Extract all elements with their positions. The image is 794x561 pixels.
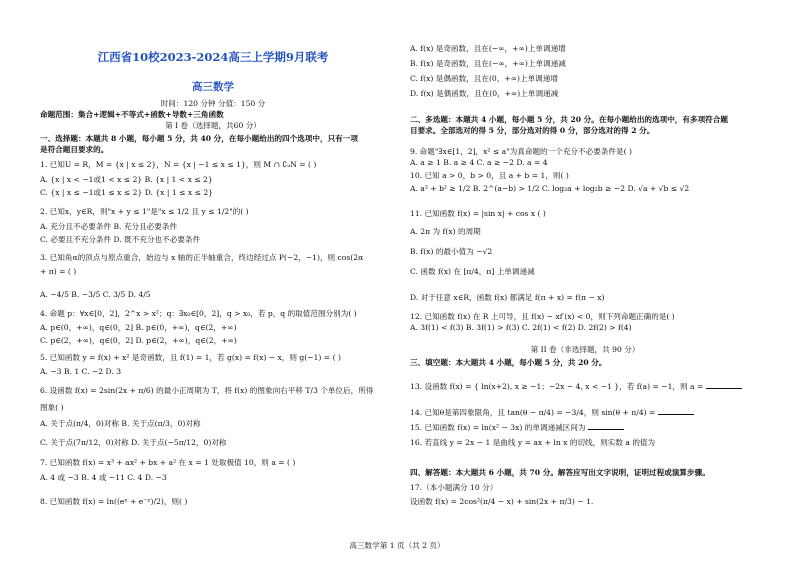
line-text: 11. 已知函数 f(x) = |sin x| + cos x ( ): [410, 209, 546, 218]
line-text: B. f(x) 是奇函数，且在(−∞，+∞)上单调递减: [410, 59, 566, 68]
line-text: 5. 已知函数 y = f(x) + x² 是奇函数，且 f(1) = 1，若 g(x) = f(x) − x，则 g(−1) = ( ): [40, 353, 341, 362]
line-text: 8. 已知函数 f(x) = ln((eˣ + e⁻ˣ)/2)，则( ): [40, 497, 188, 506]
line-text: 第 I 卷（选择题，共60 分）: [165, 121, 261, 130]
line-text: A. a² + b² ≥ 1/2 B. 2^(a−b) > 1/2 C. log₂a + log₂b ≥ −2 D. √a + √b ≤ √2: [410, 184, 690, 193]
right-line: [410, 437, 655, 448]
line-text: 2. 已知x，y∈R，则"x + y ≤ 1"是"x ≤ 1/2 且 y ≤ 1/2"的( ): [40, 207, 249, 216]
line-text: C. 关于点(7π/12，0)对称 D. 关于点(−5π/12，0)对称: [40, 438, 227, 447]
line-text: 三、填空题：本大题共 4 小题，每小题 5 分，共 20 分。: [410, 358, 607, 367]
left-line: [40, 206, 249, 217]
left-line: [40, 289, 151, 300]
right-line: [410, 322, 632, 333]
right-line: [410, 226, 481, 237]
left-line: [40, 221, 177, 232]
right-line: [410, 292, 604, 303]
right-line: [410, 183, 689, 194]
line-text: C. f(x) 是偶函数，且在(0，+∞)上单调递增: [410, 74, 558, 83]
left-line: [40, 366, 121, 377]
page-footer: 高三数学第 1 页（共 2 页）: [349, 541, 445, 550]
line-text: 9. 命题"∃x∈[1，2]，x² ≤ a"为真命题的一个充分不必要条件是( ): [410, 147, 632, 156]
right-line: [410, 266, 535, 277]
line-text: D. f(x) 是偶函数，且在(0，+∞)上单调递减: [410, 89, 559, 98]
right-line: [410, 496, 593, 507]
line-text: A. 4 或 −3 B. 4 或 −11 C. 4 D. −3: [40, 473, 167, 482]
left-line: [40, 266, 76, 277]
left-line: [40, 472, 167, 483]
left-line: [40, 335, 237, 346]
right-line: [410, 43, 566, 54]
right-line: [410, 125, 654, 136]
line-text: 是符合题目要求的。: [40, 145, 109, 154]
left-line: [40, 437, 227, 448]
line-text: A. p∈(0，+∞)，q∈(0，2] B. p∈(0，+∞)，q∈(2，+∞): [40, 323, 237, 332]
left-line: [40, 120, 386, 131]
line-text: 一、选择题：本题共 8 小题，每小题 5 分，共 40 分，在每小题给出的四个选项中，只有一项: [40, 134, 358, 143]
left-line: [40, 402, 64, 413]
line-text: 设函数 f(x) = 2cos²(π/4 − x) + sin(2x + π/3) − 1.: [410, 497, 594, 506]
right-line: [410, 157, 548, 168]
line-text: 10. 已知 a > 0，b > 0，且 a + b = 1，则( ): [410, 171, 569, 180]
right-line: [410, 344, 760, 355]
left-line: [40, 352, 341, 363]
left-line: [40, 109, 224, 120]
left-line: [40, 159, 316, 170]
line-text: C. {x | x ≤ −1或1 ≤ x ≤ 2} D. {x | 1 ≤ x ≤ 2}: [40, 188, 214, 197]
left-line: [40, 496, 187, 507]
line-text: A. a ≥ 1 B. a ≥ 4 C. a ≥ −2 D. a = 4: [410, 158, 548, 167]
right-line: [410, 311, 675, 322]
left-line: [40, 322, 237, 333]
line-text: 6. 设函数 f(x) = 2sin(2x + π/6) 的最小正周期为 T，将 f(x) 的图象向右平移 T/3 个单位后，所得: [40, 386, 374, 395]
line-text: C. p∈(2，+∞)，q∈(0，2] D. p∈(2，+∞)，q∈(2，+∞): [40, 336, 237, 345]
left-line: [40, 385, 373, 396]
line-text: D. 对于任意 x∈R，函数 f(x) 都满足 f(π + x) = f(π − x): [410, 293, 605, 302]
answer-blank[interactable]: [658, 406, 694, 415]
left-line: [40, 133, 358, 144]
line-text: 第 II 卷（非选择题，共 90 分）: [530, 345, 640, 354]
line-text: C. 函数 f(x) 在 [π/4，π] 上单调递减: [410, 267, 535, 276]
left-line: [40, 174, 213, 185]
right-line: [410, 482, 497, 493]
left-line: [40, 187, 213, 198]
line-text: A. −4/5 B. −3/5 C. 3/5 D. 4/5: [40, 290, 151, 299]
line-text: 12. 已知函数 f(x) 在 R 上可导，且 f(x) − xf′(x) < 0，则下列命题正确的是( ): [410, 312, 675, 321]
line-text: 15. 已知函数 f(x) = ln(x² − 3x) 的单调递减区间为: [410, 423, 588, 432]
line-text: 江西省10校2023-2024高三上学期9月联考: [97, 50, 329, 64]
line-text: A. f(x) 是奇函数，且在(−∞，+∞)上单调递增: [410, 44, 566, 53]
line-text: B. f(x) 的最小值为 −√2: [410, 247, 493, 256]
right-line: [410, 380, 742, 392]
line-text: 图象( ): [40, 403, 64, 412]
left-line: [40, 418, 201, 429]
left-line: [40, 144, 108, 155]
line-text: 二、多选题：本题共 4 小题，每小题 5 分，共 20 分。在每小题给出的选项中，有多项符合题: [410, 115, 728, 124]
line-text: 14. 已知θ是第四象限角，且 tan(θ − π/4) = −3/4，则 sin(θ + π/4) =: [410, 408, 658, 417]
right-line: [410, 58, 566, 69]
right-line: [410, 73, 558, 84]
left-line: [40, 52, 386, 63]
line-text: 命题范围：集合+逻辑+不等式+函数+导数+三角函数: [40, 110, 224, 119]
line-text: 时间：120 分钟 分值：150 分: [160, 99, 266, 108]
right-line: [410, 406, 694, 418]
line-text: A. 关于点(π/4，0)对称 B. 关于点(π/3，0)对称: [40, 419, 201, 428]
line-text: 四、解答题：本大题共 6 小题，共 70 分。解答应写出文字说明，证明过程或演算步骤。: [410, 468, 710, 477]
line-text: A. 2π 为 f(x) 的周期: [410, 227, 481, 236]
line-text: 高三数学: [192, 81, 234, 93]
left-line: [40, 457, 295, 468]
line-text: A. {x | x < −1或1 < x ≤ 2} B. {x | 1 < x ≤ 2}: [40, 175, 213, 184]
right-line: [410, 421, 624, 433]
line-text: 7. 已知函数 f(x) = x³ + ax² + bx + a² 在 x = 1 处取极值 10，则 a = ( ): [40, 458, 296, 467]
right-line: [410, 208, 546, 219]
line-text: 3. 已知角α的顶点与原点重合，始边与 x 轴的正半轴重合，终边经过点 P(−2，−1)，则 cos(2α: [40, 253, 364, 262]
left-line: [40, 252, 363, 263]
left-line: [40, 98, 386, 109]
right-line: [410, 246, 492, 257]
line-text: 4. 命题 p：∀x∈[0，2]，2^x > x²；q：∃x₀∈[0，2]，q > x₀，若 p，q 的取值范围分别为( ): [40, 309, 357, 318]
left-line: [40, 234, 200, 245]
right-line: [410, 88, 558, 99]
line-text: 13. 设函数 f(x) = { ln(x+2), x ≥ −1；−2x − 4, x < −1 }，若 f(a) = −1，则 a =: [410, 382, 706, 391]
answer-blank[interactable]: [706, 380, 742, 389]
line-text: 16. 若直线 y = 2x − 1 是曲线 y = ax + ln x 的切线，则实数 a 的值为: [410, 438, 656, 447]
left-line: [40, 82, 386, 93]
line-text: A. 3f(1) < f(3) B. 3f(1) > f(3) C. 2f(1) < f(2) D. 2f(2) > f(4): [410, 323, 632, 332]
answer-blank[interactable]: [588, 421, 624, 430]
right-line: [410, 467, 710, 478]
right-line: [410, 357, 606, 368]
right-line: [410, 146, 632, 157]
line-text: 17.（本小题满分 10 分）: [410, 483, 498, 492]
line-text: 目要求。全部选对的得 5 分，部分选对的得 0 分，部分选对的得 2 分。: [410, 126, 655, 135]
right-line: [410, 170, 569, 181]
line-text: + π) = ( ): [40, 267, 77, 276]
left-line: [40, 308, 357, 319]
line-text: A. −3 B. 1 C. −2 D. 3: [40, 367, 122, 376]
line-text: A. 充分且不必要条件 B. 充分且必要条件: [40, 222, 178, 231]
line-text: 1. 已知U = R，M = {x | x ≤ 2}，N = {x | −1 ≤ x ≤ 1}，则 M ∩ ∁ᵤN = ( ): [40, 160, 317, 169]
line-text: C. 必要且不充分条件 D. 既不充分也不必要条件: [40, 235, 201, 244]
right-line: [410, 114, 728, 125]
